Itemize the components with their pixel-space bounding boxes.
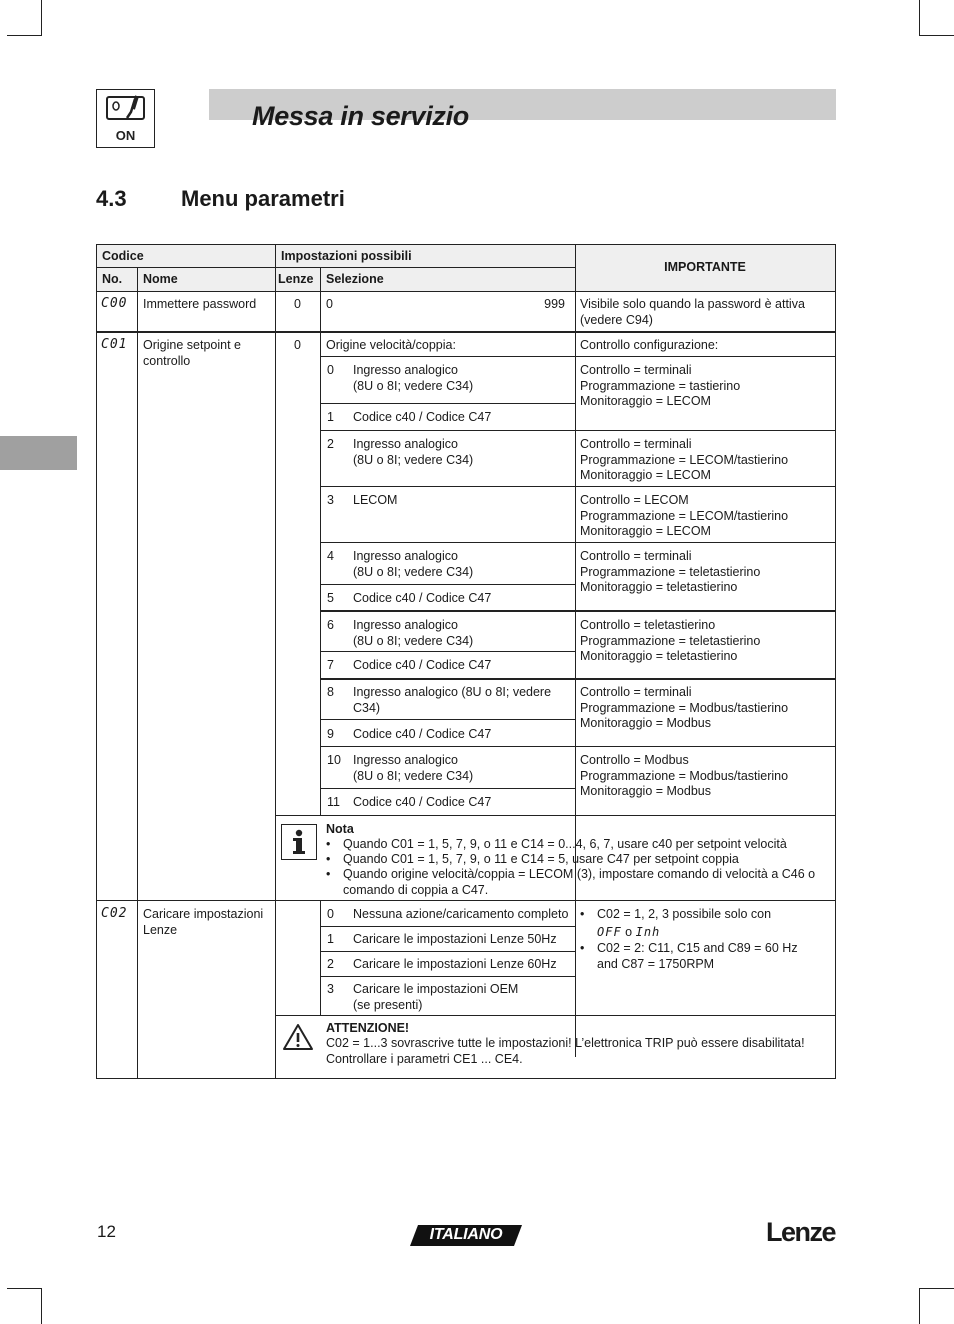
important-block [580, 618, 760, 665]
c00-note-line: Visibile solo quando la password è attiva [580, 297, 805, 311]
crop-mark [919, 1288, 920, 1324]
nota-title: Nota [326, 822, 354, 836]
rule [320, 901, 321, 1015]
important-block [580, 363, 740, 410]
rule [320, 651, 575, 652]
important-line: Monitoraggio = Modbus [580, 784, 711, 798]
c01-name-line: Origine setpoint e [143, 338, 241, 352]
c01-name-line: controllo [143, 353, 191, 368]
option-number: 0 [327, 363, 334, 377]
nota-line: comando di coppia a C47. [343, 882, 489, 897]
rule [320, 430, 835, 431]
option-number: 8 [327, 685, 334, 699]
warning-line: Controllare i parametri CE1 ... CE4. [326, 1051, 523, 1066]
language-badge [410, 1225, 522, 1246]
important-line: Monitoraggio = LECOM [580, 524, 711, 538]
c02-imp-line: C02 = 2: C11, C15 and C89 = 60 Hz [597, 941, 798, 955]
option-line: Ingresso analogico [353, 618, 458, 632]
important-line: Programmazione = Modbus/tastierino [580, 768, 789, 783]
important-block [580, 549, 760, 596]
rule [275, 1015, 835, 1016]
option-text: Caricare le impostazioni Lenze 60Hz [353, 957, 557, 971]
option-number: 1 [327, 932, 334, 946]
option-text: Codice c40 / Codice C47 [353, 795, 492, 809]
important-line: Controllo = terminali [580, 685, 692, 699]
option-number: 1 [327, 410, 334, 424]
nota-line: Quando origine velocità/coppia = LECOM (3), impostare comando di velocità a C46 o [343, 867, 816, 881]
header-lenze: Lenze [278, 272, 314, 286]
option-number: 6 [327, 618, 334, 632]
option-text [353, 685, 551, 716]
language-label: ITALIANO [429, 1226, 503, 1243]
option-text: LECOM [353, 493, 398, 507]
warning-triangle-icon [282, 1023, 314, 1051]
important-line: Monitoraggio = teletastierino [580, 649, 738, 663]
rule [320, 403, 575, 404]
rule [275, 815, 835, 816]
option-line: (8U o 8I; vedere C34) [353, 378, 474, 393]
c02-imp-line: and C87 = 1750RPM [597, 956, 715, 971]
option-text [353, 363, 473, 394]
header-nome: Nome [143, 272, 178, 286]
rule [97, 267, 575, 268]
option-number: 3 [327, 982, 334, 996]
option-line: (8U o 8I; vedere C34) [353, 452, 474, 467]
rule [320, 542, 835, 543]
code-c00: C00 [101, 296, 128, 311]
option-line: Ingresso analogico (8U o 8I; vedere [353, 685, 552, 699]
header-codice: Codice [102, 249, 144, 263]
option-line: (8U o 8I; vedere C34) [353, 633, 474, 648]
nota-bullet-text: Quando C01 = 1, 5, 7, 9, o 11 e C14 = 5, usare C47 per setpoint coppia [343, 852, 739, 866]
rule [320, 976, 575, 977]
rule [97, 331, 835, 333]
rule [320, 610, 835, 612]
option-text [353, 753, 473, 784]
header-impostazioni: Impostazioni possibili [281, 249, 412, 263]
option-line: (se presenti) [353, 997, 423, 1012]
rule [320, 926, 575, 927]
c00-sel-max: 999 [544, 297, 565, 311]
important-block [580, 753, 788, 800]
lcd-off: OFF [597, 924, 622, 939]
c02-imp-bullet: • C02 = 2: C11, C15 and C89 = 60 Hz and C87 = 1750RPM [580, 941, 830, 972]
important-line: Controllo = terminali [580, 549, 692, 563]
c00-lenze: 0 [294, 297, 301, 311]
option-text: Codice c40 / Codice C47 [353, 658, 492, 672]
warning-line: C02 = 1...3 sovrascrive tutte le impostazioni! L’elettronica TRIP può essere disabilitata! [326, 1036, 805, 1050]
crop-mark [7, 1288, 42, 1289]
c00-note [580, 297, 805, 328]
important-line: Programmazione = LECOM/tastierino [580, 508, 789, 523]
option-text [353, 437, 473, 468]
nota-bullet: • Quando C01 = 1, 5, 7, 9, o 11 e C14 = 5, usare C47 per setpoint coppia [326, 852, 832, 868]
c02-imp-text [580, 941, 830, 972]
c02-imp-line: C02 = 1, 2, 3 possibile solo con [597, 907, 772, 921]
rule [320, 719, 575, 720]
page-number: 12 [97, 1222, 116, 1241]
c02-name-line: Caricare impostazioni [143, 907, 264, 921]
option-text: Codice c40 / Codice C47 [353, 591, 492, 605]
important-line: Programmazione = Modbus/tastierino [580, 700, 789, 715]
rule [320, 746, 835, 747]
option-number: 2 [327, 957, 334, 971]
c01-name [143, 338, 241, 369]
option-text: Codice c40 / Codice C47 [353, 727, 492, 741]
rule [137, 268, 138, 1079]
option-text: Nessuna azione/caricamento completo [353, 907, 569, 921]
important-block [580, 437, 788, 484]
important-line: Monitoraggio = LECOM [580, 468, 711, 482]
rule [320, 788, 575, 789]
info-icon [281, 824, 317, 860]
c02-name [143, 907, 263, 938]
c00-note-line: (vedere C94) [580, 312, 653, 327]
option-text: Caricare le impostazioni Lenze 50Hz [353, 932, 557, 946]
power-switch-icon [96, 89, 155, 148]
header-importante: IMPORTANTE [664, 260, 746, 274]
warning-title: ATTENZIONE! [326, 1021, 410, 1035]
nota-bullet: • Quando origine velocità/coppia = LECOM (3), impostare comando di velocità a C46 o comando di coppia a C47. [326, 867, 832, 898]
c02-imp-text [580, 907, 830, 940]
option-line: (8U o 8I; vedere C34) [353, 564, 474, 579]
option-number: 11 [327, 795, 340, 809]
rule [320, 356, 835, 357]
rule [320, 951, 575, 952]
important-line: Controllo = Modbus [580, 753, 689, 767]
option-line: Ingresso analogico [353, 437, 458, 451]
c00-sel-min: 0 [326, 297, 333, 311]
c01-lenze: 0 [294, 338, 301, 352]
rule [275, 245, 276, 1079]
option-number: 0 [327, 907, 334, 921]
crop-mark [41, 0, 42, 35]
c02-imp-bullet: • C02 = 1, 2, 3 possibile solo con OFF o Inh [580, 907, 830, 940]
option-text [353, 982, 518, 1013]
option-number: 9 [327, 727, 334, 741]
option-line: Ingresso analogico [353, 363, 458, 377]
rule [575, 901, 576, 1015]
important-block [580, 493, 788, 540]
important-line: Monitoraggio = LECOM [580, 394, 711, 408]
side-tab-marker [0, 436, 77, 470]
option-line: (8U o 8I; vedere C34) [353, 768, 474, 783]
rule [320, 486, 835, 487]
important-line: Programmazione = teletastierino [580, 633, 761, 648]
warning-text [326, 1036, 805, 1067]
parameter-table [96, 244, 836, 1079]
crop-mark [919, 35, 954, 36]
nota-bullet-text: Quando C01 = 1, 5, 7, 9, o 11 e C14 = 0...4, 6, 7, usare c40 per setpoint velocità [343, 837, 787, 851]
important-line: Programmazione = LECOM/tastierino [580, 452, 789, 467]
brand-logo: Lenze [766, 1217, 836, 1247]
important-line: Controllo = teletastierino [580, 618, 716, 632]
rule [97, 900, 835, 901]
section-title: Menu parametri [181, 186, 345, 211]
page-title: Messa in servizio [252, 101, 470, 131]
option-text [353, 549, 473, 580]
code-c02: C02 [101, 906, 128, 921]
svg-text:ON: ON [115, 128, 136, 143]
important-line: Controllo = terminali [580, 363, 692, 377]
option-line: Ingresso analogico [353, 753, 458, 767]
rule [97, 291, 835, 292]
important-block [580, 685, 788, 732]
header-no: No. [102, 272, 123, 286]
section-number: 4.3 [96, 186, 127, 211]
nota-bullet: • Quando C01 = 1, 5, 7, 9, o 11 e C14 = 0...4, 6, 7, usare c40 per setpoint velocità [326, 837, 832, 853]
option-text [353, 618, 473, 649]
crop-mark [7, 35, 42, 36]
c00-name: Immettere password [143, 297, 257, 311]
option-number: 7 [327, 658, 334, 672]
option-line: C34) [353, 700, 381, 715]
important-line: Programmazione = tastierino [580, 378, 741, 393]
option-number: 5 [327, 591, 334, 605]
c02-imp-or: o [625, 924, 633, 939]
crop-mark [41, 1288, 42, 1324]
rule [320, 584, 575, 585]
code-c01: C01 [101, 337, 128, 352]
option-number: 4 [327, 549, 334, 563]
important-line: Monitoraggio = teletastierino [580, 580, 738, 594]
option-text: Codice c40 / Codice C47 [353, 410, 492, 424]
option-line: Caricare le impostazioni OEM [353, 982, 519, 996]
option-number: 3 [327, 493, 334, 507]
header-selezione: Selezione [326, 272, 384, 286]
lcd-inh: Inh [635, 924, 661, 939]
important-line: Programmazione = teletastierino [580, 564, 761, 579]
option-number: 10 [327, 753, 341, 767]
option-number: 2 [327, 437, 334, 451]
important-line: Controllo = LECOM [580, 493, 689, 507]
c02-name-line: Lenze [143, 922, 178, 937]
c01-imp-header: Controllo configurazione: [580, 338, 719, 352]
crop-mark [919, 1288, 954, 1289]
nota-bullet-text [326, 867, 832, 898]
option-line: Ingresso analogico [353, 549, 458, 563]
important-line: Controllo = terminali [580, 437, 692, 451]
c01-sel-header: Origine velocità/coppia: [326, 338, 456, 352]
crop-mark [919, 0, 920, 35]
important-line: Monitoraggio = Modbus [580, 716, 711, 730]
rule [320, 678, 835, 680]
